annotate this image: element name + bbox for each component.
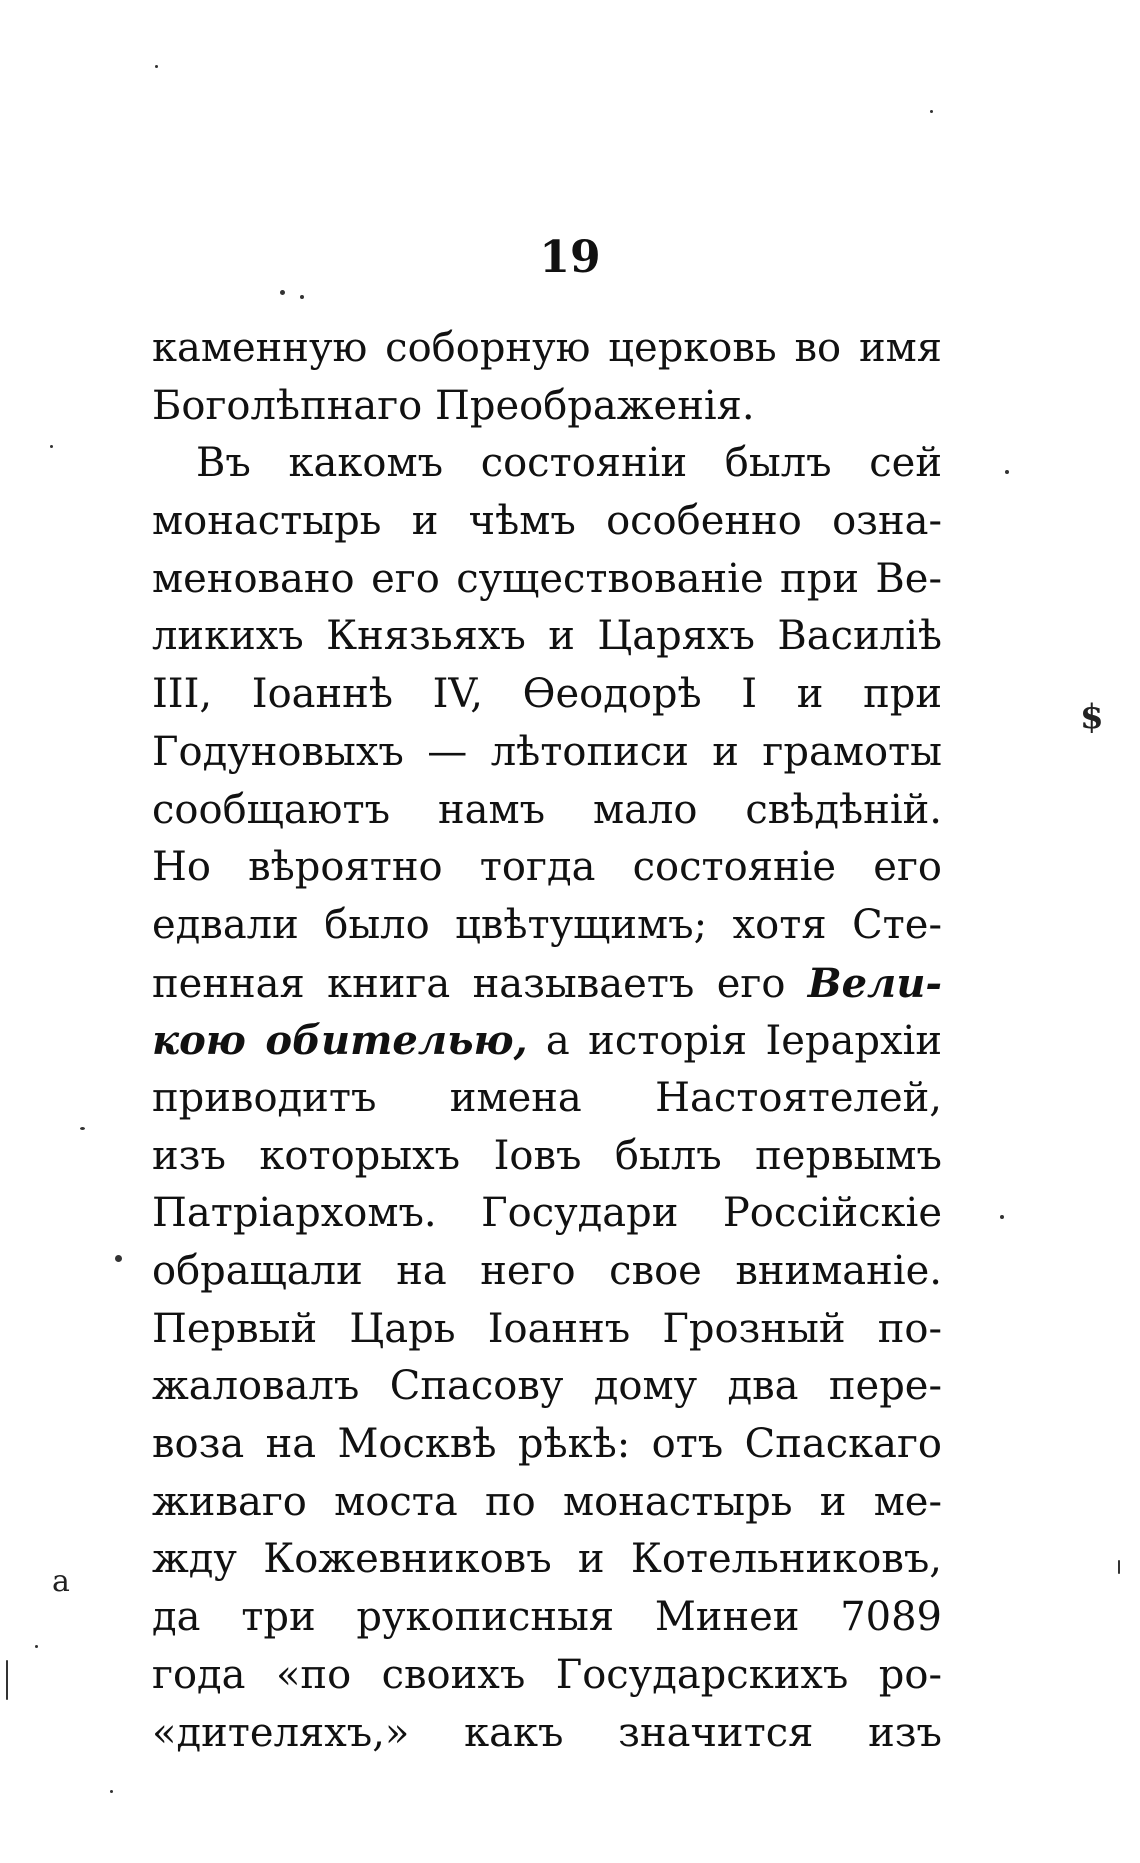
text-line: сообщаютъ намъ мало свѣдѣній.	[152, 786, 942, 833]
text-line: жду Кожевниковъ и Котельниковъ,	[152, 1536, 942, 1583]
text-line: ликихъ Князьяхъ и Царяхъ Василіѣ	[152, 613, 942, 660]
scan-speck	[930, 110, 933, 113]
scan-speck	[115, 1255, 122, 1262]
scan-speck	[110, 1790, 113, 1793]
scan-speck	[1005, 470, 1009, 474]
text-line: воза на Москвѣ рѣкѣ: отъ Спаскаго	[152, 1421, 942, 1468]
scan-speck	[300, 295, 304, 299]
text-line: кою обителью, а исторія Іерархіи	[152, 1017, 942, 1065]
scan-speck	[80, 1127, 85, 1130]
text-line: приводитъ имена Настоятелей,	[152, 1074, 942, 1121]
text-line: жаловалъ Спасову дому два пере-	[152, 1363, 942, 1410]
text-line: живаго моста по монастырь и ме-	[152, 1478, 942, 1525]
text-line: Боголѣпнаго Преображенія.	[152, 382, 755, 429]
scan-speck	[35, 1645, 38, 1648]
text-line: пенная книга называетъ его Вели-	[152, 959, 942, 1007]
italic-text: кою обителью,	[152, 1017, 528, 1065]
text-line: Патріархомъ. Государи Россійскіе	[152, 1190, 942, 1237]
scan-speck	[280, 290, 285, 295]
text-line: Но вѣроятно тогда состояніе его	[152, 844, 942, 891]
italic-text: Вели-	[807, 959, 942, 1007]
text-line: года «по своихъ Государскихъ ро-	[152, 1651, 942, 1698]
text-line: да три рукописныя Минеи 7089	[152, 1594, 942, 1641]
margin-mark-left: a	[52, 1564, 70, 1599]
text-line: «дителяхъ,» какъ значится изъ	[152, 1709, 942, 1756]
scan-speck	[1118, 1560, 1120, 1574]
text-line: каменную соборную церковь во имя	[152, 325, 942, 371]
text-line: монастырь и чѣмъ особенно озна-	[152, 498, 942, 545]
text-line: обращали на него свое вниманіе.	[152, 1248, 942, 1294]
margin-mark-right: $	[1080, 697, 1104, 737]
page-number: 19	[539, 232, 601, 283]
text-line: изъ которыхъ Іовъ былъ первымъ	[152, 1132, 942, 1179]
text-line: Годуновыхъ — лѣтописи и грамоты	[152, 728, 942, 775]
text-line: Первый Царь Іоаннъ Грозный по-	[152, 1305, 942, 1352]
text-line: меновано его существованіе при Ве-	[152, 555, 942, 602]
text-line: Въ какомъ состояніи былъ сей	[196, 440, 942, 487]
scan-speck	[50, 445, 53, 448]
scan-speck	[155, 65, 158, 68]
scan-speck	[6, 1660, 8, 1700]
scan-speck	[1000, 1215, 1004, 1219]
body-text	[152, 320, 942, 1762]
text-line: III, Іоаннѣ IV, Ѳеодорѣ I и при	[152, 671, 942, 718]
text-line: едвали было цвѣтущимъ; хотя Сте-	[152, 901, 942, 948]
